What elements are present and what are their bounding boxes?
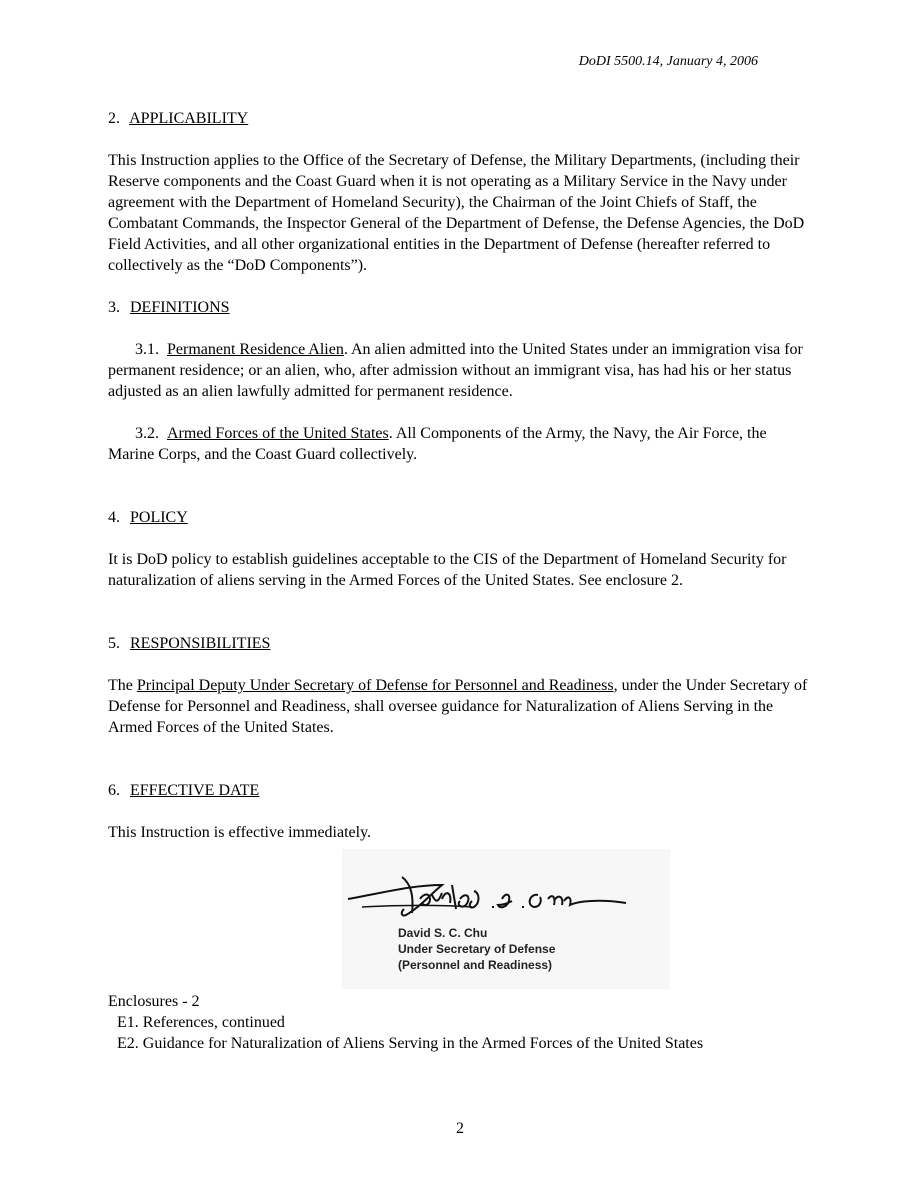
section-number: 5. xyxy=(108,635,120,652)
enclosure-item: E1. References, continued xyxy=(117,1014,285,1031)
enclosures-list xyxy=(108,991,816,1054)
section-number: 4. xyxy=(108,509,120,526)
responsibilities-paragraph xyxy=(108,675,816,738)
section-heading-definitions xyxy=(108,297,816,318)
signature-text xyxy=(398,925,555,973)
document-header: DoDI 5500.14, January 4, 2006 xyxy=(578,54,758,69)
section-number: 6. xyxy=(108,782,120,799)
section-heading-responsibilities xyxy=(108,633,816,654)
responsibilities-official: Principal Deputy Under Secretary of Defense for Personnel and Readiness xyxy=(136,677,614,694)
signer-office: (Personnel and Readiness) xyxy=(398,958,553,972)
definition-term: Armed Forces of the United States xyxy=(167,425,389,442)
definition-item xyxy=(108,339,816,402)
responsibilities-prefix: The xyxy=(108,677,137,694)
section-heading-effective-date xyxy=(108,780,816,801)
section-number: 3. xyxy=(108,299,120,316)
effective-date-paragraph: This Instruction is effective immediately. xyxy=(108,824,372,841)
section-number: 2. xyxy=(108,110,120,127)
definition-text: . An alien admitted into the United States under an immigration visa for permanent residence; or an alien, who, after admission without an immigrant visa, has had his or her status adjusted as an alien lawfully admitted for permanent residence. xyxy=(108,341,803,400)
section-title: APPLICABILITY xyxy=(129,110,249,127)
handwritten-signature xyxy=(342,855,642,925)
document-body xyxy=(108,108,816,1054)
definition-item xyxy=(108,423,816,465)
enclosures-label: Enclosures - 2 xyxy=(108,993,200,1010)
policy-paragraph: It is DoD policy to establish guidelines acceptable to the CIS of the Department of Homeland Security for naturalization of aliens serving in the Armed Forces of the United States. See enclosure 2. xyxy=(108,551,787,589)
signer-title: Under Secretary of Defense xyxy=(398,942,556,956)
definition-number: 3.2. xyxy=(135,425,159,442)
section-title: EFFECTIVE DATE xyxy=(130,782,260,799)
enclosure-item: E2. Guidance for Naturalization of Aliens Serving in the Armed Forces of the United States xyxy=(117,1035,704,1052)
applicability-paragraph: This Instruction applies to the Office of the Secretary of Defense, the Military Departments, (including their Reserve components and the Coast Guard when it is not operating as a Military Service in the Navy under agreement with the Department of Homeland Security), the Chairman of the Joint Chiefs of Staff, the Combatant Commands, the Inspector General of the Department of Defense, the Defense Agencies, the DoD Field Activities, and all other organizational entities in the Department of Defense (hereafter referred to collectively as the “DoD Components”). xyxy=(108,152,805,274)
section-heading-policy xyxy=(108,507,816,528)
section-title: POLICY xyxy=(130,509,188,526)
signer-name: David S. C. Chu xyxy=(398,926,488,940)
definition-term: Permanent Residence Alien xyxy=(167,341,344,358)
section-title: RESPONSIBILITIES xyxy=(130,635,271,652)
section-title: DEFINITIONS xyxy=(130,299,230,316)
signature-block xyxy=(342,849,670,989)
definition-number: 3.1. xyxy=(135,341,159,358)
definition-text: . All Components of the Army, the Navy, the Air Force, the Marine Corps, and the Coast Guard collectively. xyxy=(108,425,767,463)
section-heading-applicability xyxy=(108,108,816,129)
page-number: 2 xyxy=(456,1120,464,1137)
responsibilities-suffix: , under the Under Secretary of Defense for Personnel and Readiness, shall oversee guidance for Naturalization of Aliens Serving in the Armed Forces of the United States. xyxy=(108,677,808,736)
